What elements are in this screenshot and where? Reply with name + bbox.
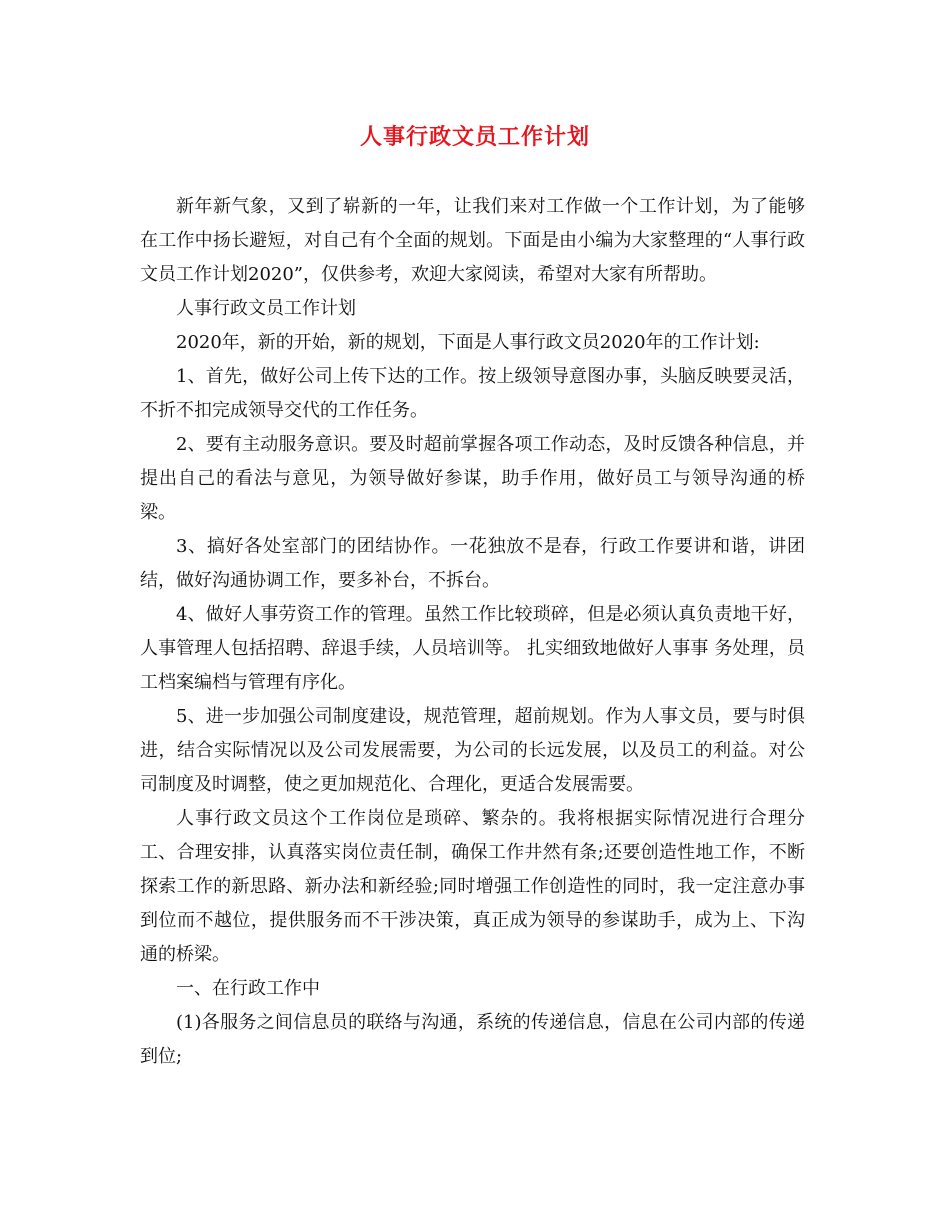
section-heading-admin: 一、在行政工作中 — [176, 978, 320, 999]
document-body — [140, 190, 805, 1074]
paragraph-item-1: 1、首先，做好公司上传下达的工作。按上级领导意图办事，头脑反映要灵活，不折不扣完成领导交代的工作任务。 — [140, 366, 805, 421]
document-title: 人事行政文员工作计划 — [359, 124, 590, 150]
paragraph-item-3: 3、搞好各处室部门的团结协作。一花独放不是春，行政工作要讲和谐，讲团结，做好沟通协调工作，要多补台，不拆台。 — [140, 536, 805, 591]
paragraph-lead: 2020年，新的开始，新的规划，下面是人事行政文员2020年的工作计划: — [176, 332, 760, 353]
paragraph-summary: 人事行政文员这个工作岗位是琐碎、繁杂的。我将根据实际情况进行合理分工、合理安排，认真落实岗位责任制，确保工作井然有条;还要创造性地工作，不断探索工作的新思路、新办法和新经验;同时增强工作创造性的同时，我一定注意办事到位而不越位，提供服务而不干涉决策，真正成为领导的参谋助手，成为上、下沟通的桥梁。 — [140, 808, 805, 965]
paragraph-item-2: 2、要有主动服务意识。要及时超前掌握各项工作动态，及时反馈各种信息，并提出自己的看法与意见，为领导做好参谋，助手作用，做好员工与领导沟通的桥梁。 — [140, 434, 805, 523]
paragraph-item-5: 5、进一步加强公司制度建设，规范管理，超前规划。作为人事文员，要与时俱进，结合实际情况以及公司发展需要，为公司的长远发展，以及员工的利益。对公司制度及时调整，使之更加规范化、合理化，更适合发展需要。 — [140, 706, 805, 795]
paragraph-subtitle: 人事行政文员工作计划 — [176, 298, 356, 319]
paragraph-intro: 新年新气象，又到了崭新的一年，让我们来对工作做一个工作计划，为了能够在工作中扬长避短，对自己有个全面的规划。下面是由小编为大家整理的“人事行政文员工作计划2020”，仅供参考，欢迎大家阅读，希望对大家有所帮助。 — [140, 196, 805, 285]
paragraph-admin-1: (1)各服务之间信息员的联络与沟通，系统的传递信息，信息在公司内部的传递到位; — [140, 1012, 805, 1067]
paragraph-item-4: 4、做好人事劳资工作的管理。虽然工作比较琐碎，但是必须认真负责地干好，人事管理人包括招聘、辞退手续，人员培训等。 扎实细致地做好人事事 务处理，员工档案编档与管理有序化。 — [140, 604, 805, 693]
